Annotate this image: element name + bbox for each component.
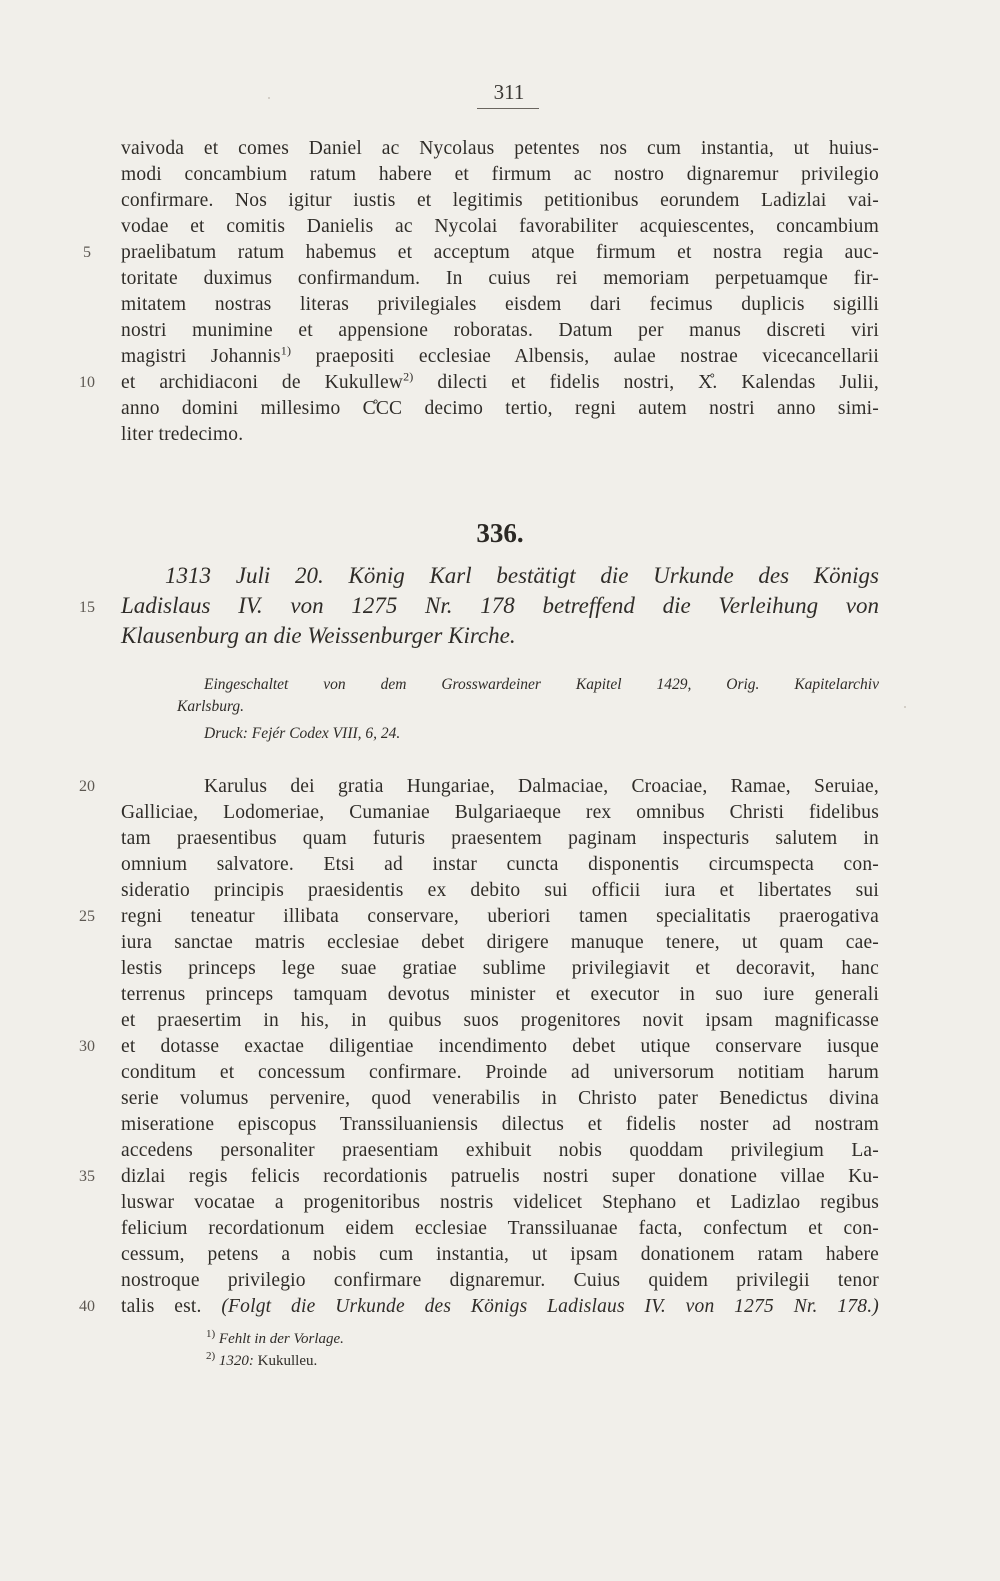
text-segment: dilecti et fidelis nostri, X̊. Kalendas Julii, xyxy=(413,372,879,393)
text-line: vodae et comitis Danielis ac Nycolai favorabiliter acquiescentes, concambium xyxy=(121,216,879,237)
document-number: 336. xyxy=(476,518,524,548)
text-line xyxy=(121,370,879,396)
text-line: conditum et concessum confirmare. Proinde ad universorum notitiam harum xyxy=(121,1062,879,1083)
text-line: mitatem nostras literas privilegiales eisdem dari fecimus duplicis sigilli xyxy=(121,294,879,315)
text-line: serie volumus pervenire, quod venerabilis in Christo pater Benedictus divina xyxy=(121,1088,879,1109)
text-line: Karulus dei gratia Hungariae, Dalmaciae, Croaciae, Ramae, Seruiae, xyxy=(204,776,879,797)
source-line: Karlsburg. xyxy=(177,698,245,715)
footnote-text: Kukulleu. xyxy=(253,1353,318,1369)
text-segment: talis est. xyxy=(121,1296,222,1317)
text-line: sideratio principis praesidentis ex debito sui officii iura et libertates sui xyxy=(121,880,879,901)
text-line: nostroque privilegio confirmare dignaremur. Cuius quidem privilegii tenor xyxy=(121,1270,879,1291)
source-line: Eingeschaltet von dem Grosswardeiner Kapitel 1429, Orig. Kapitelarchiv xyxy=(204,676,879,693)
line-number: 10 xyxy=(79,374,95,391)
footnote xyxy=(206,1329,344,1350)
scan-speck xyxy=(268,97,270,99)
footnote-text: 1320: xyxy=(218,1353,254,1369)
text-line: modi concambium ratum habere et firmum ac nostro dignaremur privilegio xyxy=(121,164,879,185)
line-number: 15 xyxy=(79,599,95,616)
text-line: Galliciae, Lodomeriae, Cumaniae Bulgariaeque rex omnibus Christi fidelibus xyxy=(121,802,879,823)
text-line: vaivoda et comes Daniel ac Nycolaus petentes nos cum instantia, ut huius- xyxy=(121,138,879,159)
editorial-note: (Folgt die Urkunde des Königs Ladislaus IV. von 1275 Nr. 178.) xyxy=(221,1296,879,1317)
text-segment: et archidiaconi de Kukullew xyxy=(121,372,404,393)
regest-line: Ladislaus IV. von 1275 Nr. 178 betreffend die Verleihung von xyxy=(121,593,879,618)
text-line: liter tredecimo. xyxy=(121,424,244,445)
text-line xyxy=(121,344,879,370)
print-reference: Druck: Fejér Codex VIII, 6, 24. xyxy=(204,725,401,742)
text-line: et dotasse exactae diligentiae incendimento debet utique conservare iusque xyxy=(121,1036,879,1057)
text-line: toritate duximus confirmandum. In cuius rei memoriam perpetuamque fir- xyxy=(121,268,879,289)
text-line: luswar vocatae a progenitoribus nostris videlicet Stephano et Ladizlao regibus xyxy=(121,1192,879,1213)
text-line: et praesertim in his, in quibus suos progenitores novit ipsam magnificasse xyxy=(121,1010,879,1031)
line-number: 20 xyxy=(79,778,95,795)
footnote-text: Fehlt in der Vorlage. xyxy=(218,1331,344,1347)
text-line: omnium salvatore. Etsi ad instar cuncta disponentis circumspecta con- xyxy=(121,854,879,875)
text-line: iura sanctae matris ecclesiae debet dirigere manuque tenere, ut quam cae- xyxy=(121,932,879,953)
line-number: 25 xyxy=(79,908,95,925)
text-segment: praepositi ecclesiae Albensis, aulae nostrae vicecancellarii xyxy=(291,346,879,367)
text-line: anno domini millesimo C̊CC decimo tertio, regni autem nostri anno simi- xyxy=(121,398,879,419)
text-line: nostri munimine et appensione roboratas. Datum per manus discreti viri xyxy=(121,320,879,341)
footnote-marker: 1) xyxy=(206,1328,216,1340)
footnote xyxy=(206,1351,317,1372)
text-line: tam praesentibus quam futuris praesentem paginam inspecturis salutem in xyxy=(121,828,879,849)
text-line: cessum, petens a nobis cum instantia, ut ipsam donationem ratam habere xyxy=(121,1244,879,1265)
line-number: 40 xyxy=(79,1298,95,1315)
footnote-marker: 2) xyxy=(206,1350,216,1362)
line-number: 35 xyxy=(79,1168,95,1185)
regest-line: Klausenburg an die Weissenburger Kirche. xyxy=(121,623,516,648)
text-line: terrenus princeps tamquam devotus minister et executor in suo iure generali xyxy=(121,984,879,1005)
text-line: miseratione episcopus Transsiluaniensis dilectus et fidelis noster ad nostram xyxy=(121,1114,879,1135)
text-line xyxy=(121,1294,879,1320)
footnote-ref: 1) xyxy=(280,343,292,358)
text-line: confirmare. Nos igitur iustis et legitimis petitionibus eorundem Ladizlai vai- xyxy=(121,190,879,211)
page-number: 311 xyxy=(493,80,525,104)
text-segment: magistri Johannis xyxy=(121,346,281,367)
scan-speck xyxy=(904,706,906,708)
text-line: felicium recordationum eidem ecclesiae Transsiluanae facta, confectum et con- xyxy=(121,1218,879,1239)
regest-line: 1313 Juli 20. König Karl bestätigt die Urkunde des Königs xyxy=(165,563,879,588)
page-number-rule xyxy=(477,108,539,109)
footnote-ref: 2) xyxy=(403,369,414,384)
line-number: 5 xyxy=(83,244,91,261)
text-line: accedens personaliter praesentiam exhibuit nobis quoddam privilegium La- xyxy=(121,1140,879,1161)
text-line: dizlai regis felicis recordationis patruelis nostri super donatione villae Ku- xyxy=(121,1166,879,1187)
text-line: lestis princeps lege suae gratiae sublime privilegiavit et decoravit, hanc xyxy=(121,958,879,979)
text-line: praelibatum ratum habemus et acceptum atque firmum et nostra regia auc- xyxy=(121,242,879,263)
line-number: 30 xyxy=(79,1038,95,1055)
text-line: regni teneatur illibata conservare, uberiori tamen specialitatis praerogativa xyxy=(121,906,879,927)
